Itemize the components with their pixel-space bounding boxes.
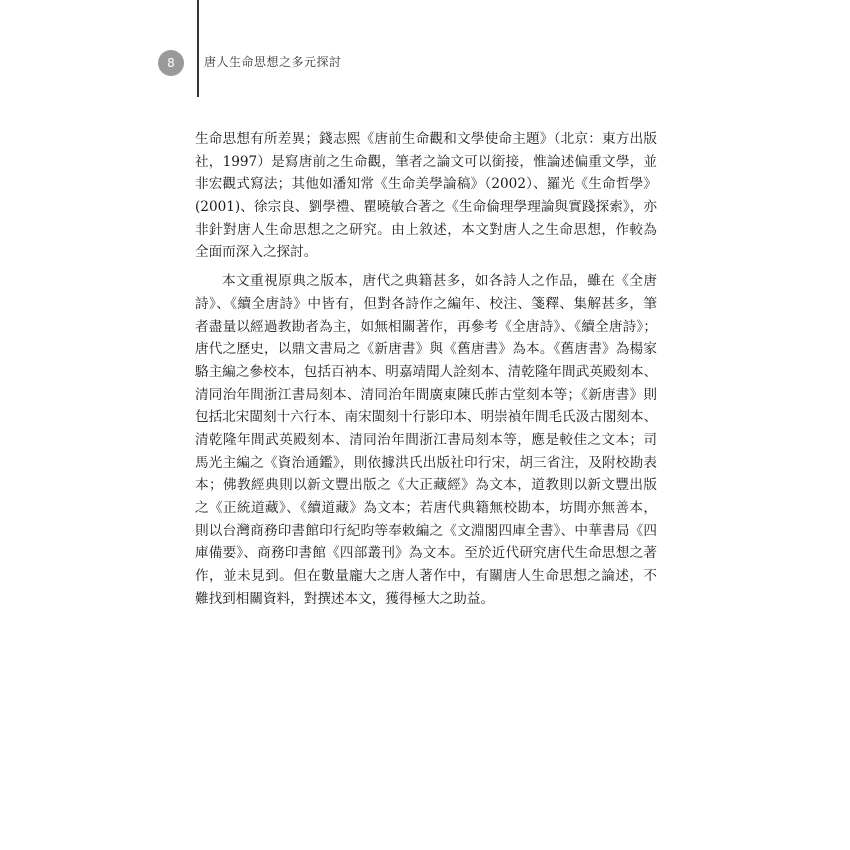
text-line: 庫備要》、商務印書館《四部叢刊》為文本。至於近代研究唐代生命思想之著 <box>195 545 657 562</box>
text-line: 清同治年間浙江書局刻本、清同治年間廣東陳氏葄古堂刻本等；《新唐書》則 <box>195 386 657 403</box>
text-line: 詩》、《續全唐詩》中皆有，但對各詩作之編年、校注、箋釋、集解甚多，筆 <box>195 295 657 312</box>
text-line: 清乾隆年間武英殿刻本、清同治年間浙江書局刻本等，應是較佳之文本；司 <box>195 431 657 448</box>
paragraph-2 <box>195 270 657 610</box>
text-line: 非針對唐人生命思想之之研究。由上敘述，本文對唐人之生命思想，作較為 <box>195 221 657 238</box>
text-line: 包括北宋閩刻十六行本、南宋閩刻十行影印本、明崇禎年間毛氏汲古閣刻本、 <box>195 409 657 426</box>
text-line: 難找到相關資料，對撰述本文，獲得極大之助益。 <box>195 590 495 607</box>
text-line: 唐代之歷史，以鼎文書局之《新唐書》與《舊唐書》為本。《舊唐書》為楊家 <box>195 341 657 358</box>
body-text <box>195 128 657 610</box>
text-line: 作，並未見到。但在數量龐大之唐人著作中，有關唐人生命思想之論述，不 <box>195 568 657 585</box>
text-line: 本；佛教經典則以新文豐出版之《大正藏經》為文本，道教則以新文豐出版 <box>195 477 657 494</box>
text-line: 則以台灣商務印書館印行紀昀等奉敕編之《文淵閣四庫全書》、中華書局《四 <box>195 522 657 539</box>
text-line: 之《正統道藏》、《續道藏》為文本；若唐代典籍無校勘本，坊間亦無善本， <box>195 500 657 516</box>
text-line: 全面而深入之探討。 <box>195 244 318 261</box>
text-line: 馬光主編之《資治通鑑》，則依據洪氏出版社印行宋，胡三省注，及附校勘表 <box>195 454 657 471</box>
text-line: 非宏觀式寫法；其他如潘知常《生命美學論稿》（2002）、羅光《生命哲學》 <box>195 176 657 193</box>
text-line: 駱主編之參校本，包括百衲本、明嘉靖聞人詮刻本、清乾隆年間武英殿刻本、 <box>195 363 657 380</box>
text-line: 本文重視原典之版本，唐代之典籍甚多，如各詩人之作品，雖在《全唐 <box>222 273 657 290</box>
header-vertical-rule <box>197 0 199 97</box>
text-line: 者盡量以經過教勘者為主，如無相關著作，再參考《全唐詩》、《續全唐詩》； <box>195 318 657 335</box>
text-line: 生命思想有所差異；錢志熙《唐前生命觀和文學使命主題》（北京：東方出版 <box>195 131 657 147</box>
page-number-badge: 8 <box>158 50 184 76</box>
text-line: 社，1997）是寫唐前之生命觀，筆者之論文可以銜接，惟論述偏重文學，並 <box>195 153 657 170</box>
text-line: (2001)、徐宗良、劉學禮、瞿曉敏合著之《生命倫理學理論與實踐探索》，亦 <box>195 199 657 216</box>
running-head-title: 唐人生命思想之多元探討 <box>204 55 342 69</box>
paragraph-1 <box>195 128 657 264</box>
